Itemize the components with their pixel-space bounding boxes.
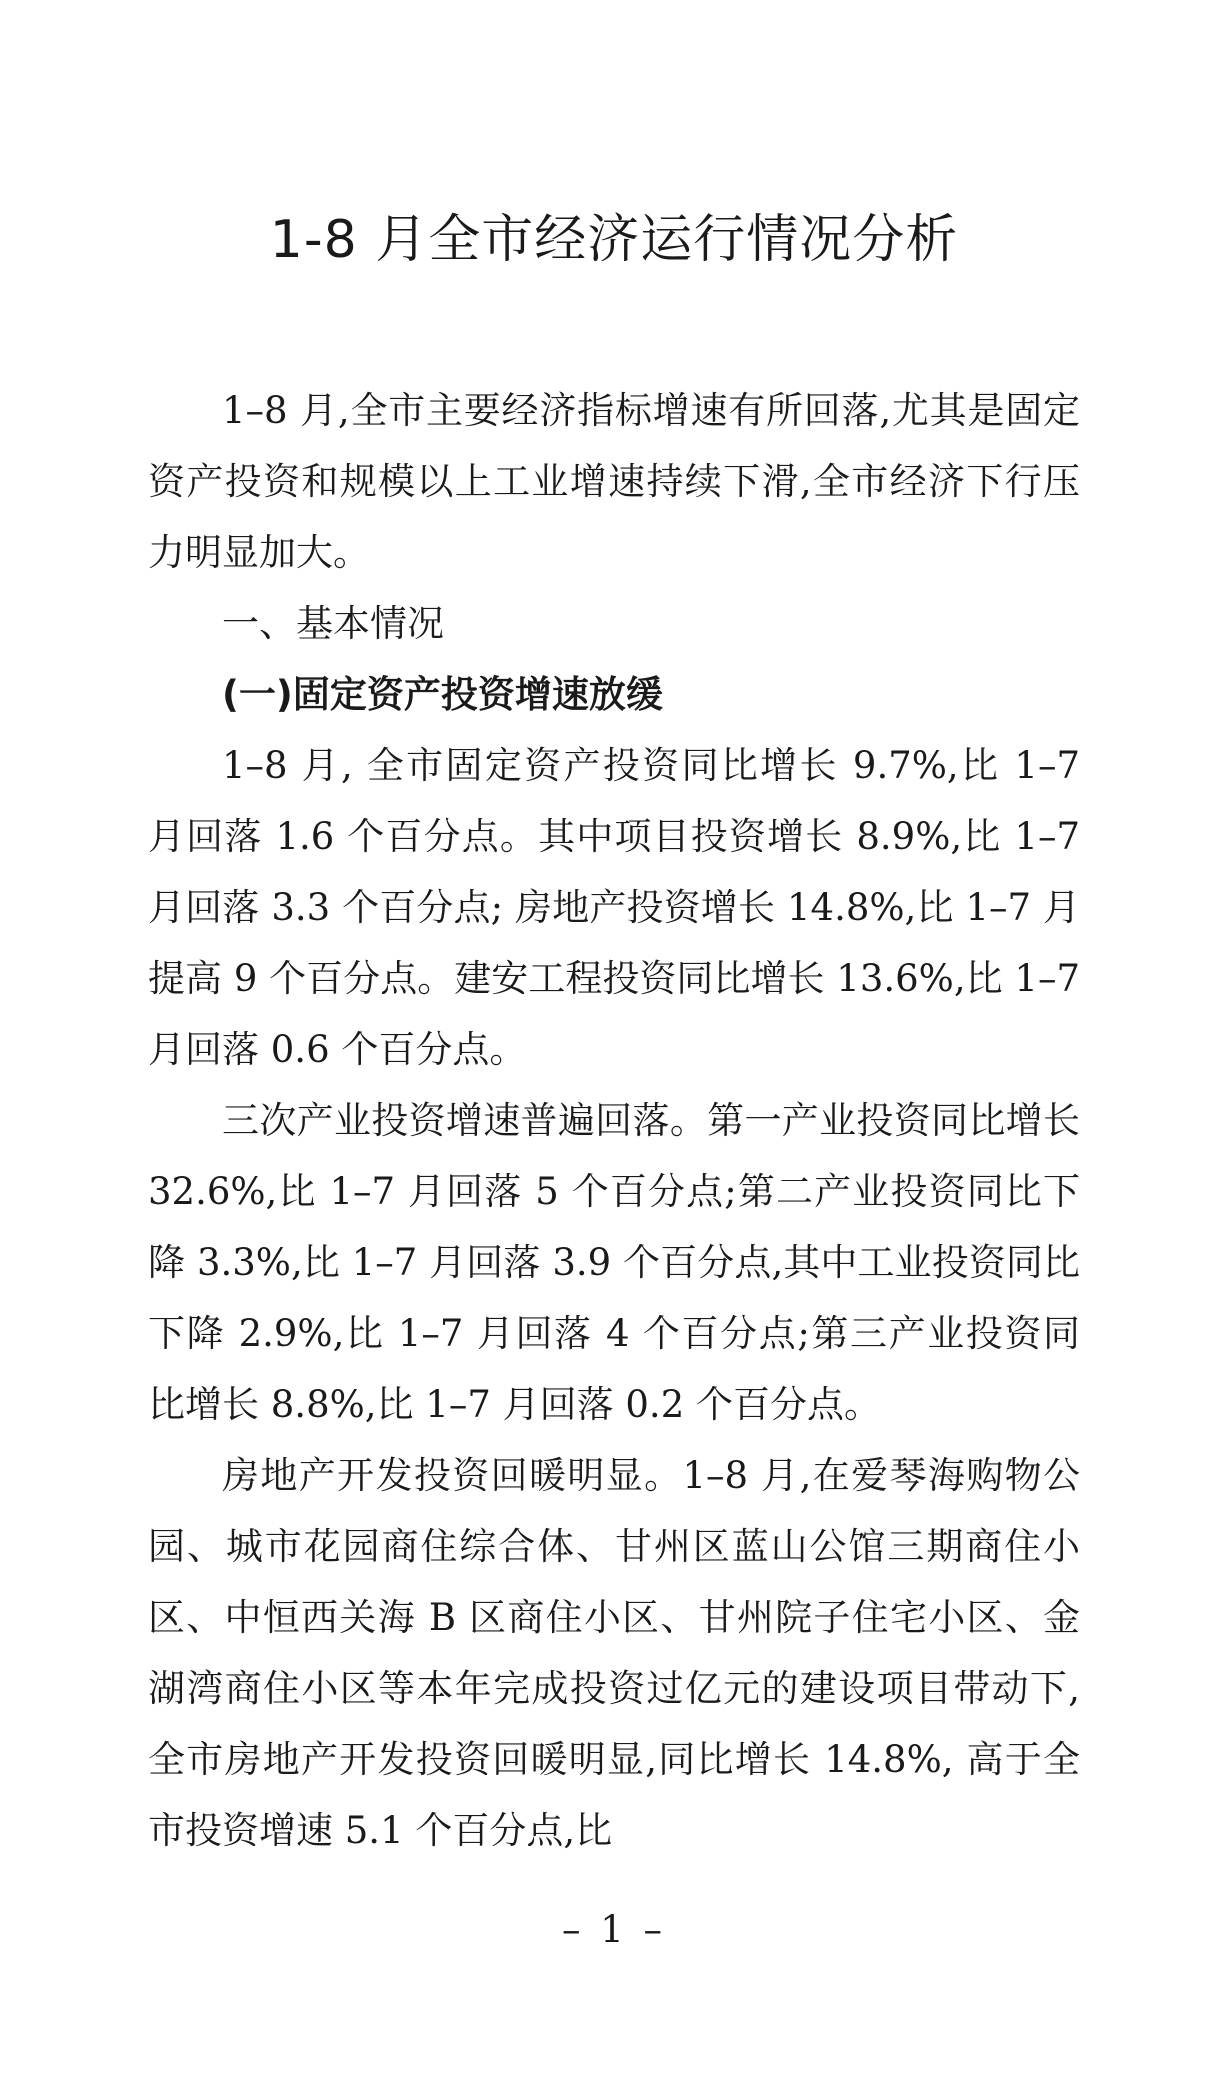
document-body (148, 375, 1080, 1866)
page-number: – 1 – (561, 1908, 667, 1951)
real-estate-paragraph: 房地产开发投资回暖明显。1–8 月,在爱琴海购物公园、城市花园商住综合体、甘州区蓝山公馆三期商住小区、中恒西关海 B 区商住小区、甘州院子住宅小区、金湖湾商住小区等本年完成投资过亿元的建设项目带动下,全市房地产开发投资回暖明显,同比增长 14.8%, 高于全市投资增速 5.1 个百分点,比 (148, 1454, 1080, 1852)
subsection-heading: (一)固定资产投资增速放缓 (222, 673, 663, 716)
section-heading: 一、基本情况 (222, 602, 444, 645)
fixed-asset-investment-paragraph: 1–8 月, 全市固定资产投资同比增长 9.7%,比 1–7 月回落 1.6 个百分点。其中项目投资增长 8.9%,比 1–7 月回落 3.3 个百分点; 房地产投资增长 14.8%,比 1–7 月提高 9 个百分点。建安工程投资同比增长 13.6%,比 1–7 月回落 0.6 个百分点。 (148, 744, 1080, 1071)
document-title: 1-8 月全市经济运行情况分析 (269, 210, 959, 270)
intro-paragraph: 1–8 月,全市主要经济指标增速有所回落,尤其是固定资产投资和规模以上工业增速持续下滑,全市经济下行压力明显加大。 (148, 389, 1080, 574)
industry-investment-paragraph: 三次产业投资增速普遍回落。第一产业投资同比增长 32.6%,比 1–7 月回落 5 个百分点;第二产业投资同比下降 3.3%,比 1–7 月回落 3.9 个百分点,其中工业投资同比下降 2.9%,比 1–7 月回落 4 个百分点;第三产业投资同比增长 8.8%,比 1–7 月回落 0.2 个百分点。 (148, 1099, 1080, 1426)
